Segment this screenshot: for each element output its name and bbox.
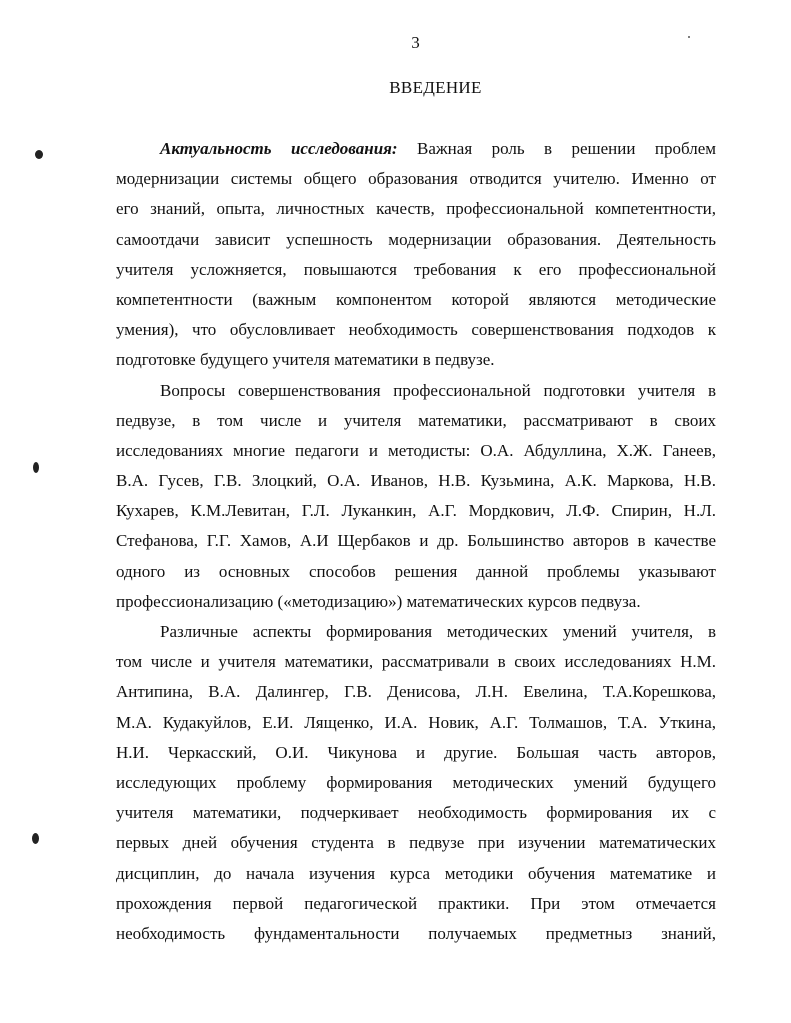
lead-phrase: Актуальность исследования: — [160, 139, 398, 158]
line-text: Различные аспекты формирования методических умений учителя, в — [160, 622, 716, 641]
text-line — [116, 406, 716, 436]
text-line — [116, 859, 716, 889]
line-text: Антипина, В.А. Далингер, Г.В. Денисова, Л.Н. Евелина, Т.А.Корешкова, — [116, 682, 716, 702]
text-line — [116, 617, 716, 647]
line-text: учителя усложняется, повышаются требования к его профессиональной — [116, 259, 716, 279]
line-text: дисциплин, до начала изучения курса методики обучения математике и — [116, 863, 716, 883]
text-line — [116, 285, 716, 315]
line-text: профессионализацию («методизацию») математических курсов педвуза. — [116, 591, 641, 611]
line-text: первых дней обучения студента в педвузе при изучении математических — [116, 833, 716, 853]
text-line — [116, 919, 716, 949]
text-line — [116, 768, 716, 798]
text-line — [116, 738, 716, 768]
line-text: прохождения первой педагогической практики. При этом отмечается — [116, 893, 716, 913]
line-text: его знаний, опыта, личностных качеств, профессиональной компетентности, — [116, 199, 716, 219]
text-line — [116, 255, 716, 285]
text-line — [116, 315, 716, 345]
text-line — [116, 647, 716, 677]
line-text: В.А. Гусев, Г.В. Злоцкий, О.А. Иванов, Н.В. Кузьмина, А.К. Маркова, Н.В. — [116, 471, 716, 491]
line-text: Н.И. Черкасский, О.И. Чикунова и другие. Большая часть авторов, — [116, 742, 716, 762]
text-line — [116, 194, 716, 224]
line-text: модернизации системы общего образования отводится учителю. Именно от — [116, 169, 716, 189]
line-text: том числе и учителя математики, рассматривали в своих исследованиях Н.М. — [116, 652, 716, 672]
line-text: подготовке будущего учителя математики в педвузе. — [116, 350, 495, 370]
text-line — [116, 134, 716, 164]
text-line — [116, 798, 716, 828]
text-line — [116, 557, 716, 587]
text-line — [116, 466, 716, 496]
text-line — [116, 526, 716, 556]
text-line — [116, 889, 716, 919]
punch-hole-mark — [32, 833, 39, 844]
line-text: исследованиях многие педагоги и методисты: О.А. Абдуллина, Х.Ж. Ганеев, — [116, 440, 716, 460]
line-text: исследующих проблему формирования методических умений будущего — [116, 772, 716, 792]
body-text — [116, 134, 716, 949]
text-line — [116, 376, 716, 406]
text-line — [116, 587, 716, 617]
text-line — [116, 225, 716, 255]
text-line — [116, 828, 716, 858]
text-line — [116, 164, 716, 194]
line-text: учителя математики, подчеркивает необходимость формирования их с — [116, 803, 716, 823]
punch-hole-mark — [33, 462, 39, 473]
line-text: педвузе, в том числе и учителя математики, рассматривают в своих — [116, 410, 716, 430]
text-line — [116, 436, 716, 466]
scan-speck — [688, 36, 690, 38]
text-line — [116, 496, 716, 526]
text-line — [116, 345, 716, 375]
section-heading: ВВЕДЕНИЕ — [389, 78, 482, 97]
line-text: Стефанова, Г.Г. Хамов, А.И Щербаков и др. Большинство авторов в качестве — [116, 531, 716, 551]
line-text: Вопросы совершенствования профессиональной подготовки учителя в — [160, 380, 716, 400]
line-text: Важная роль в решении проблем — [397, 139, 716, 158]
page-number: 3 — [411, 33, 420, 52]
line-text: Кухарев, К.М.Левитан, Г.Л. Луканкин, А.Г. Мордкович, Л.Ф. Спирин, Н.Л. — [116, 501, 716, 521]
line-text: одного из основных способов решения данной проблемы указывают — [116, 561, 716, 581]
line-text: умения), что обусловливает необходимость совершенствования подходов к — [116, 320, 716, 340]
punch-hole-mark — [35, 150, 43, 159]
line-text: необходимость фундаментальности получаемых предметныз знаний, — [116, 923, 716, 943]
text-line — [116, 708, 716, 738]
line-text: М.А. Кудакуйлов, Е.И. Лященко, И.А. Новик, А.Г. Толмашов, Т.А. Уткина, — [116, 712, 716, 732]
text-line — [116, 677, 716, 707]
line-text: компетентности (важным компонентом которой являются методические — [116, 289, 716, 309]
line-text: самоотдачи зависит успешность модернизации образования. Деятельность — [116, 229, 716, 249]
